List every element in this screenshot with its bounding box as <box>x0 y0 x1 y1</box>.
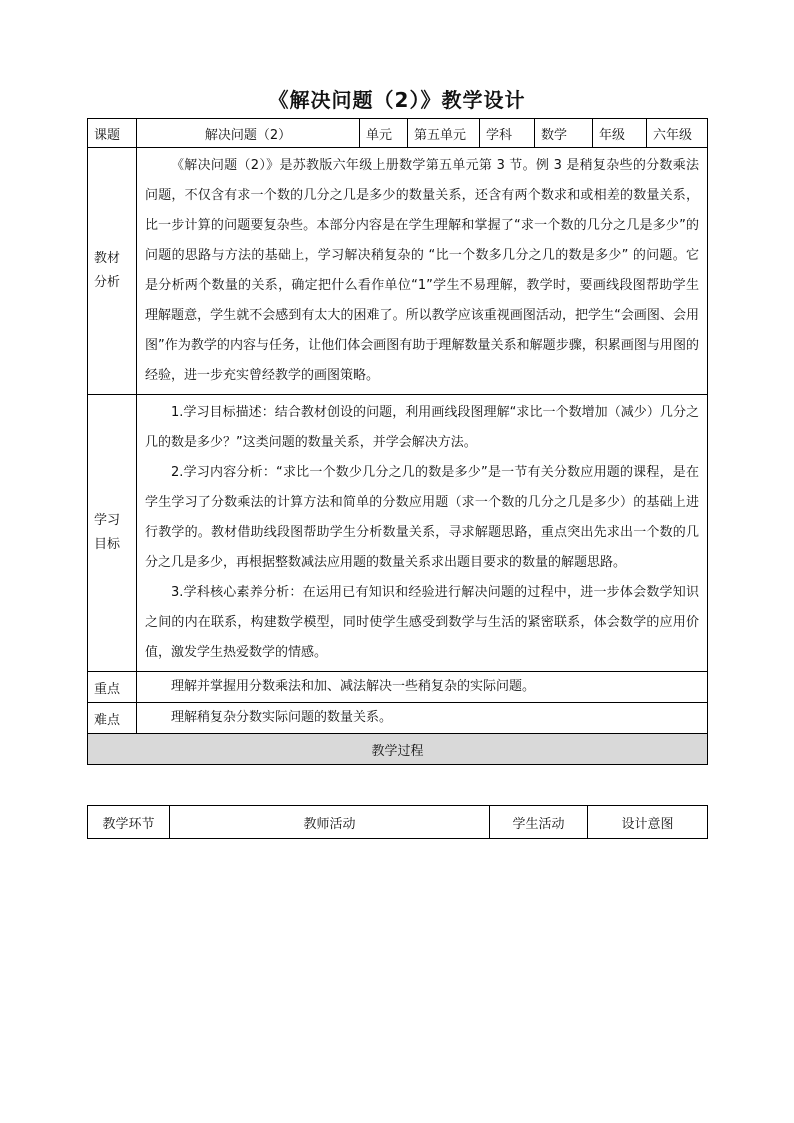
material-label-line2: 分析 <box>94 275 121 290</box>
process-column-header: 教学环节 <box>88 806 170 839</box>
lesson-plan-table <box>87 118 708 765</box>
objective-item: 2.学习内容分析：“求比一个数少几分之几的数是多少”是一节有关分数应用题的课程，是在学生学习了分数乘法的计算方法和简单的分数应用题（求一个数的几分之几是多少）的基础上进行教学的。教材借助线段图帮助学生分析数量关系，寻求解题思路，重点突出先求出一个数的几分之几是多少，再根据整数减法应用题的数量关系求出题目要求的数量的解题思路。 <box>145 465 699 570</box>
process-columns-table <box>87 805 708 839</box>
subject-value: 数学 <box>535 119 593 148</box>
material-row <box>88 148 708 395</box>
unit-value: 第五单元 <box>408 119 480 148</box>
topic-label: 课题 <box>88 119 137 148</box>
objectives-label-line1: 学习 <box>94 513 121 528</box>
key-point-content <box>137 672 708 703</box>
material-label-line1: 教材 <box>94 251 121 266</box>
material-text: 《解决问题（2）》是苏教版六年级上册数学第五单元第 3 节。例 3 是稍复杂些的分数乘法问题，不仅含有求一个数的几分之几是多少的数量关系，还含有两个数求和或相差的数量关系，比一步计算的问题要复杂些。本部分内容是在学生理解和掌握了“求一个数的几分之几是多少”的问题的思路与方法的基础上，学习解决稍复杂的 “比一个数多几分之几的数是多少” 的问题。它是分析两个数量的关系，确定把什么看作单位“1”学生不易理解，教学时，要画线段图帮助学生理解题意，学生就不会感到有太大的困难了。所以教学应该重视画图活动，把学生“会画图、会用图”作为教学的内容与任务，让他们体会画图有助于理解数量关系和解题步骤，积累画图与用图的经验，进一步充实曾经教学的画图策略。 <box>145 158 699 383</box>
process-column-header: 学生活动 <box>490 806 588 839</box>
process-header-row <box>88 806 708 839</box>
objective-item: 1.学习目标描述：结合教材创设的问题，利用画线段图理解“求比一个数增加（减少）几分之几的数是多少？”这类问题的数量关系，并学会解决方法。 <box>145 405 699 450</box>
material-label <box>88 148 137 395</box>
key-point-label: 重点 <box>88 672 137 703</box>
objectives-row <box>88 395 708 672</box>
process-title: 教学过程 <box>88 734 708 765</box>
subject-label: 学科 <box>480 119 535 148</box>
grade-label: 年级 <box>593 119 647 148</box>
key-point-text: 理解并掌握用分数乘法和加、减法解决一些稍复杂的实际问题。 <box>171 679 536 694</box>
unit-label: 单元 <box>360 119 408 148</box>
page-title: 《解决问题（2）》教学设计 <box>268 88 526 112</box>
process-column-header: 设计意图 <box>588 806 708 839</box>
header-row <box>88 119 708 148</box>
difficult-point-text: 理解稍复杂分数实际问题的数量关系。 <box>171 710 393 725</box>
topic-value: 解决问题（2） <box>137 119 360 148</box>
difficult-point-row <box>88 703 708 734</box>
process-title-row <box>88 734 708 765</box>
objectives-label-line2: 目标 <box>94 537 121 552</box>
objectives-content <box>137 395 708 672</box>
material-content <box>137 148 708 395</box>
objectives-label <box>88 395 137 672</box>
grade-value: 六年级 <box>647 119 708 148</box>
difficult-point-content <box>137 703 708 734</box>
difficult-point-label: 难点 <box>88 703 137 734</box>
objective-item: 3.学科核心素养分析：在运用已有知识和经验进行解决问题的过程中，进一步体会数学知识之间的内在联系，构建数学模型，同时使学生感受到数学与生活的紧密联系，体会数学的应用价值，激发学生热爱数学的情感。 <box>145 585 699 660</box>
process-column-header: 教师活动 <box>170 806 490 839</box>
key-point-row <box>88 672 708 703</box>
